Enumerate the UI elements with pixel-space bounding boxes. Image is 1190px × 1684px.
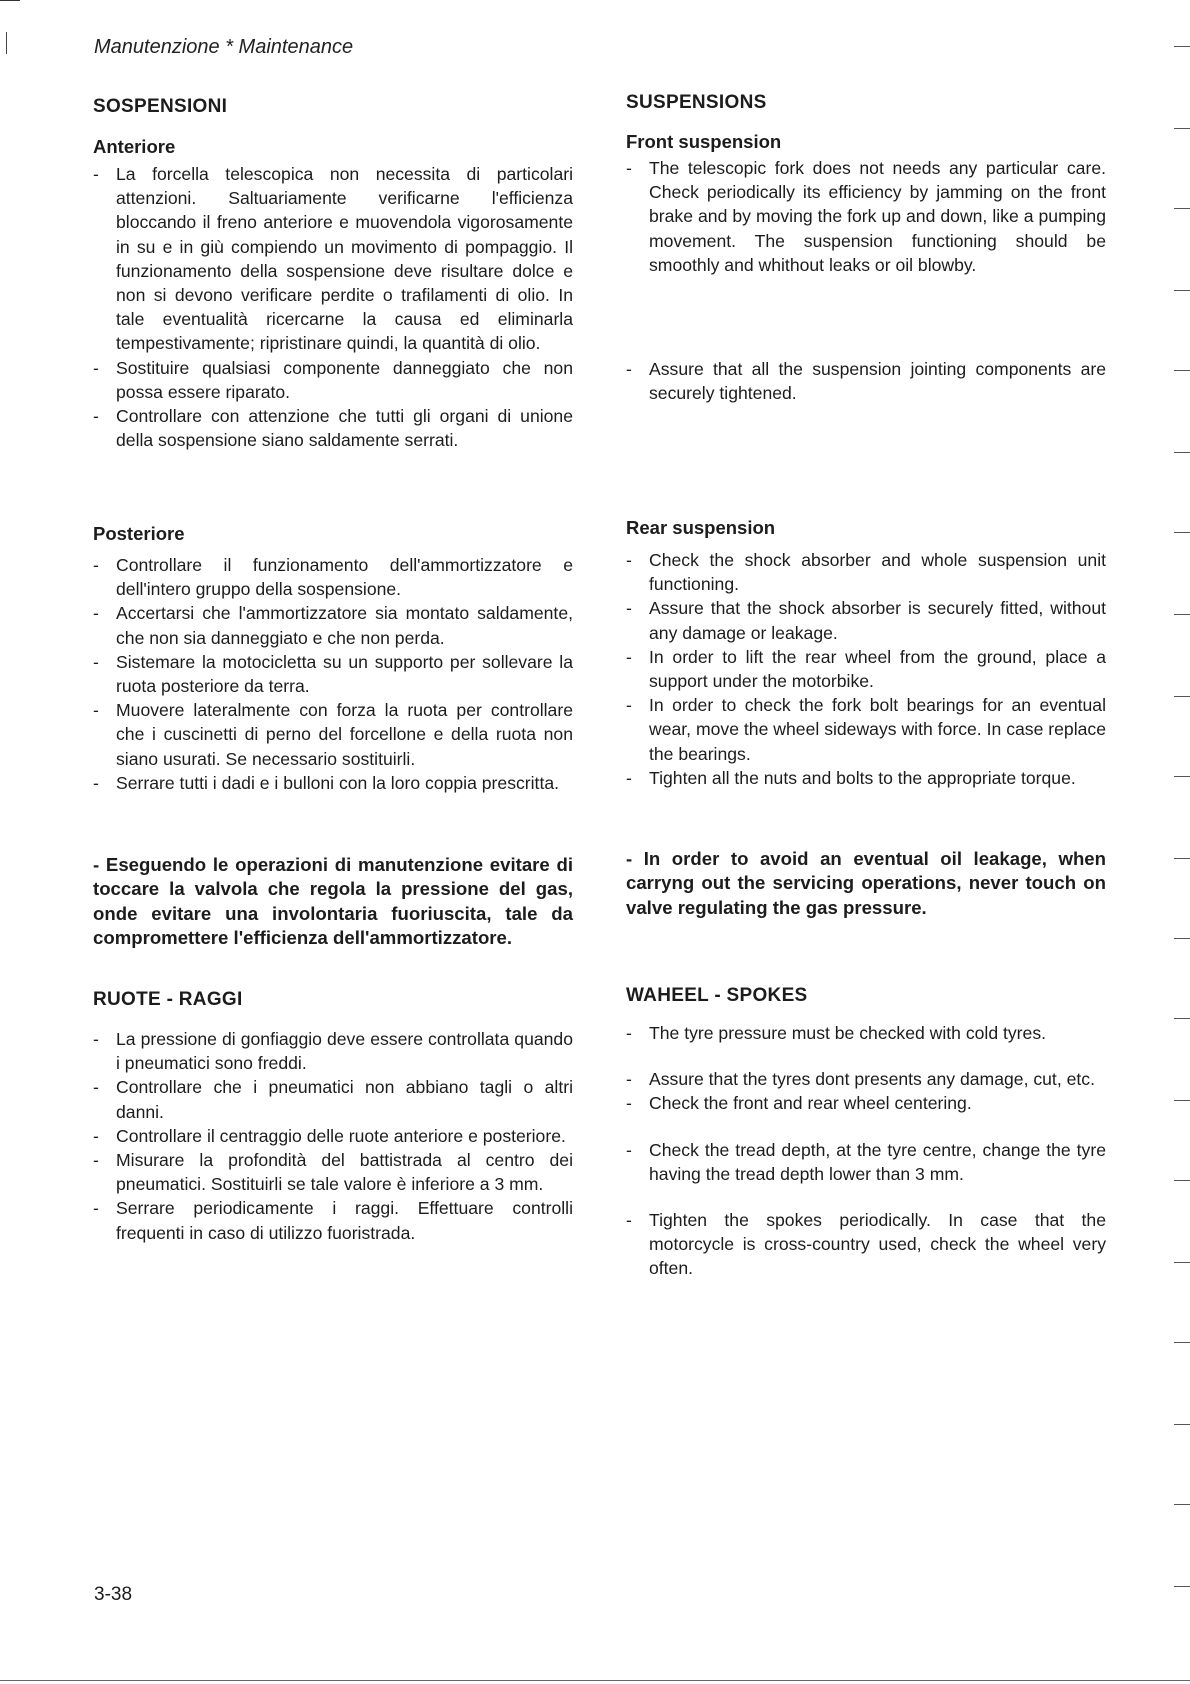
margin-tick xyxy=(1174,696,1190,697)
ruote-list xyxy=(93,1027,573,1245)
list-item: - Controllare con attenzione che tutti gli organi di unione della sospensione siano saldamente serrati. xyxy=(93,404,573,452)
list-item: - Misurare la profondità del battistrada al centro dei pneumatici. Sostituirli se tale valore è inferiore a 3 mm. xyxy=(93,1148,573,1196)
list-item: - Serrare tutti i dadi e i bulloni con la loro coppia prescritta. xyxy=(93,771,573,795)
list-item: - In order to lift the rear wheel from the ground, place a support under the motorbike. xyxy=(626,645,1106,693)
margin-tick xyxy=(1174,1100,1190,1101)
list-item: - Assure that all the suspension jointing components are securely tightened. xyxy=(626,357,1106,405)
suspensions-title: SUSPENSIONS xyxy=(626,92,767,113)
margin-tick xyxy=(1174,128,1190,129)
list-item: - Accertarsi che l'ammortizzatore sia montato saldamente, che non sia danneggiato e che non perda. xyxy=(93,601,573,649)
margin-tick xyxy=(1174,1018,1190,1019)
margin-tick xyxy=(1174,1504,1190,1505)
sospensioni-title: SOSPENSIONI xyxy=(93,96,228,117)
wheel-spokes-title: WAHEEL - SPOKES xyxy=(626,985,808,1006)
front-suspension-list xyxy=(626,156,1106,405)
list-item: - The telescopic fork does not needs any particular care. Check periodically its efficiency by jamming on the front brake and by moving the fork up and down, like a pumping movement. The suspension functioning should be smoothly and whithout leaks or oil blowby. xyxy=(626,156,1106,277)
list-item: - Sostituire qualsiasi componente danneggiato che non possa essere riparato. xyxy=(93,356,573,404)
margin-tick xyxy=(1174,1180,1190,1181)
page-number: 3-38 xyxy=(94,1584,133,1605)
page-header: Manutenzione * Maintenance xyxy=(94,36,354,58)
margin-tick xyxy=(1174,776,1190,777)
margin-tick xyxy=(1174,46,1190,47)
margin-tick xyxy=(1174,208,1190,209)
anteriore-title: Anteriore xyxy=(93,136,176,157)
list-item: - Controllare il funzionamento dell'ammortizzatore e dell'intero gruppo della sospensione. xyxy=(93,553,573,601)
list-item: - Muovere lateralmente con forza la ruota per controllare che i cuscinetti di perno del forcellone e della ruota non siano usurati. Se necessario sostituirli. xyxy=(93,698,573,771)
margin-tick xyxy=(1174,452,1190,453)
binding-mark xyxy=(6,32,7,54)
list-item: - La forcella telescopica non necessita di particolari attenzioni. Saltuariamente verificarne l'efficienza bloccando il freno anteriore e muovendola vigorosamente in su e in giù compiendo un movimento di pompaggio. Il funzionamento della sospensione deve risultare dolce e non si devono verificare perdite o trafilamenti di olio. In tale eventualità ricercarne la causa ed eliminarla tempestivamente; ripristinare quindi, la quantità di olio. xyxy=(93,162,573,356)
margin-tick xyxy=(1174,614,1190,615)
margin-tick xyxy=(1174,1342,1190,1343)
list-item: - Check the shock absorber and whole suspension unit functioning. xyxy=(626,548,1106,596)
margin-tick xyxy=(1174,370,1190,371)
list-item: - Sistemare la motocicletta su un supporto per sollevare la ruota posteriore da terra. xyxy=(93,650,573,698)
list-item: - Check the tread depth, at the tyre centre, change the tyre having the tread depth lower than 3 mm. xyxy=(626,1138,1106,1186)
margin-tick xyxy=(1174,290,1190,291)
rear-suspension-title: Rear suspension xyxy=(626,517,776,538)
anteriore-list xyxy=(93,162,573,452)
warning-note: - In order to avoid an eventual oil leakage, when carryng out the servicing operations, never touch on valve regulating the gas pressure. xyxy=(626,848,1106,918)
list-item: - Assure that the tyres dont presents any damage, cut, etc. xyxy=(626,1067,1106,1091)
list-item: - The tyre pressure must be checked with cold tyres. xyxy=(626,1021,1106,1045)
margin-tick xyxy=(1174,938,1190,939)
ruote-raggi-title: RUOTE - RAGGI xyxy=(93,989,243,1010)
posteriore-title: Posteriore xyxy=(93,523,185,544)
margin-tick xyxy=(1174,1586,1190,1587)
list-item: - Assure that the shock absorber is securely fitted, without any damage or leakage. xyxy=(626,596,1106,644)
warning-note: - Eseguendo le operazioni di manutenzione evitare di toccare la valvola che regola la pressione del gas, onde evitare una involontaria fuoriuscita, tale da compromettere l'efficienza dell'ammortizzatore. xyxy=(93,854,573,949)
list-item: - Check the front and rear wheel centering. xyxy=(626,1091,1106,1115)
margin-tick xyxy=(1174,1424,1190,1425)
wheel-spokes-list xyxy=(626,1021,1106,1281)
bottom-rule xyxy=(0,1680,1190,1681)
list-item: - Controllare il centraggio delle ruote anteriore e posteriore. xyxy=(93,1124,573,1148)
margin-tick xyxy=(1174,1262,1190,1263)
list-item: - In order to check the fork bolt bearings for an eventual wear, move the wheel sideways with force. In case replace the bearings. xyxy=(626,693,1106,766)
front-suspension-title: Front suspension xyxy=(626,131,782,152)
posteriore-list xyxy=(93,553,573,795)
list-item: - Tighten all the nuts and bolts to the appropriate torque. xyxy=(626,766,1106,790)
margin-tick xyxy=(1174,858,1190,859)
rear-suspension-list xyxy=(626,548,1106,790)
corner-rule xyxy=(0,0,20,1)
list-item: - Serrare periodicamente i raggi. Effettuare controlli frequenti in caso di utilizzo fuoristrada. xyxy=(93,1196,573,1244)
margin-tick xyxy=(1174,532,1190,533)
list-item: - La pressione di gonfiaggio deve essere controllata quando i pneumatici sono freddi. xyxy=(93,1027,573,1075)
list-item: - Tighten the spokes periodically. In case that the motorcycle is cross-country used, check the wheel very often. xyxy=(626,1208,1106,1281)
list-item: - Controllare che i pneumatici non abbiano tagli o altri danni. xyxy=(93,1075,573,1123)
